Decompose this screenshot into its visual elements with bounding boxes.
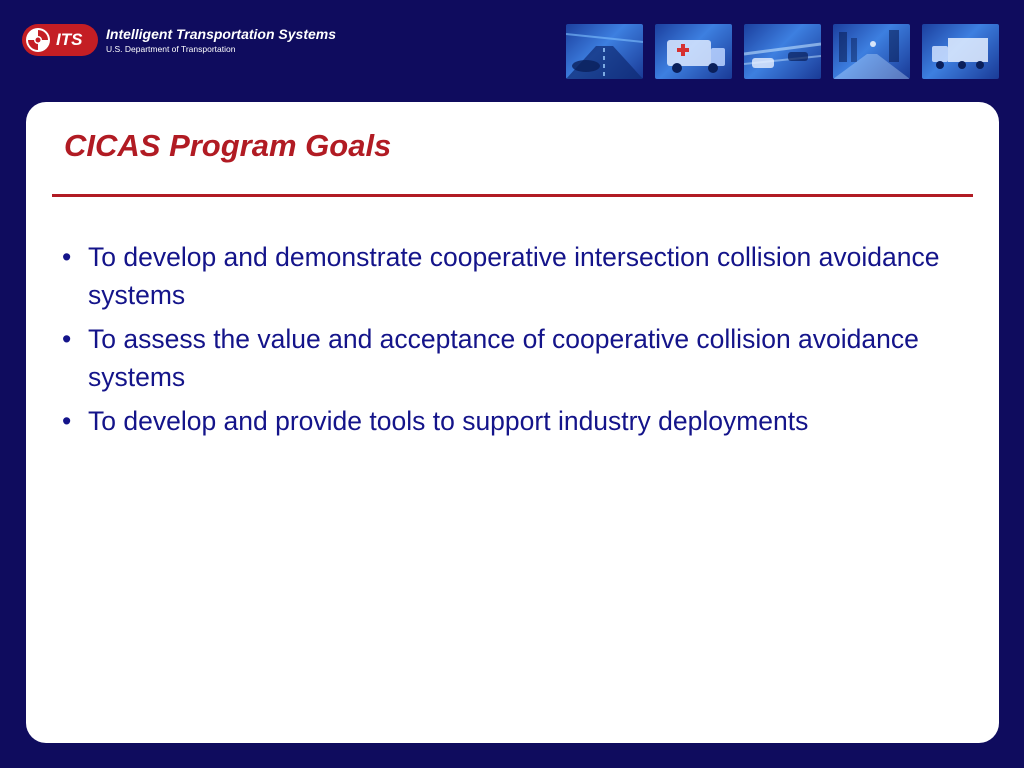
- its-logo-badge: [22, 24, 98, 56]
- bullet-text: To develop and demonstrate cooperative intersection collision avoidance systems: [88, 242, 940, 310]
- goals-bullet-list: [62, 238, 942, 446]
- bullet-dot-icon: •: [62, 242, 72, 272]
- bullet-item: [62, 402, 942, 440]
- bullet-item: [62, 238, 942, 314]
- its-logo-text: ITS: [56, 30, 83, 49]
- bullet-text: To assess the value and acceptance of cooperative collision avoidance systems: [88, 324, 919, 392]
- slide-content-card: [26, 102, 999, 743]
- bullet-dot-icon: •: [62, 406, 72, 436]
- ambulance-thumbnail: [655, 24, 732, 79]
- its-swirl-icon: [25, 27, 51, 53]
- brand-subtitle: U.S. Department of Transportation: [106, 44, 236, 54]
- title-divider: [52, 194, 973, 197]
- bullet-item: [62, 320, 942, 396]
- bullet-dot-icon: •: [62, 324, 72, 354]
- its-logo: [22, 22, 362, 62]
- traffic-thumbnail: [744, 24, 821, 79]
- bullet-text: To develop and provide tools to support industry deployments: [88, 406, 809, 436]
- slide-title: CICAS Program Goals: [64, 128, 392, 163]
- city-road-thumbnail: [833, 24, 910, 79]
- brand-title: Intelligent Transportation Systems: [106, 26, 337, 42]
- header-photo-strip: [566, 24, 1002, 80]
- truck-thumbnail: [922, 24, 999, 79]
- highway-thumbnail: [566, 24, 643, 79]
